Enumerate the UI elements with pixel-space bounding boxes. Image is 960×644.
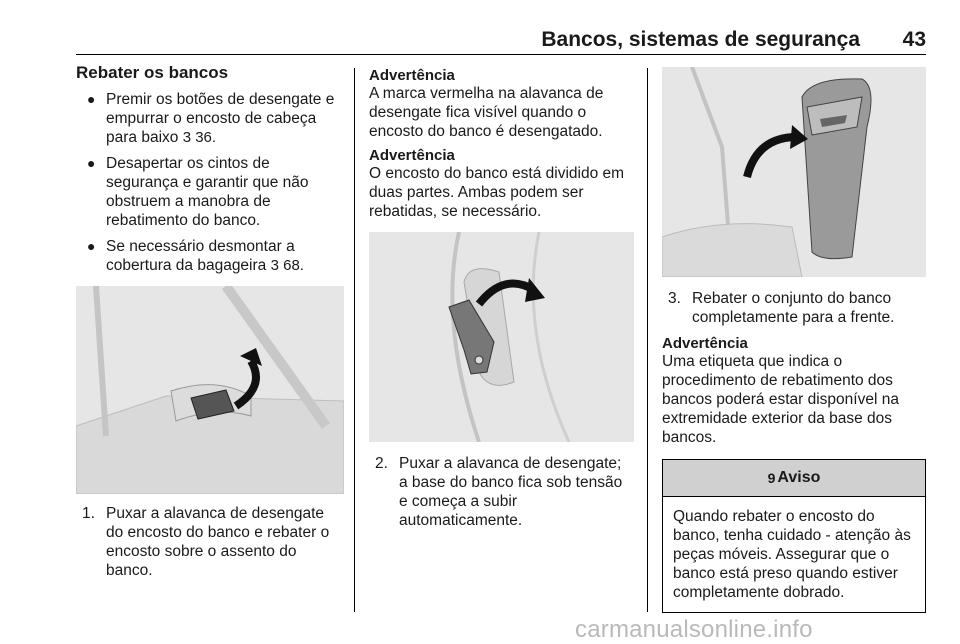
note xyxy=(369,147,634,221)
column-divider xyxy=(354,68,355,612)
seat-fold-drawing xyxy=(662,67,926,277)
warning-text: Quando rebater o encosto do banco, tenha cuidado - atenção às peças móveis. Assegurar que o banco está preso quando estiver completamente dobrado. xyxy=(673,508,911,601)
warning-header xyxy=(663,460,925,497)
note xyxy=(369,67,634,141)
note xyxy=(662,335,926,447)
section-title: Rebater os bancos xyxy=(76,63,229,82)
header-divider xyxy=(76,54,926,55)
warning-box xyxy=(662,459,926,613)
note-text: Uma etiqueta que indica o procedimento de rebatimento dos bancos poderá estar disponível na extremidade exterior da base dos bancos. xyxy=(662,353,899,446)
step-text: Rebater o conjunto do banco completamente para a frente. xyxy=(692,290,895,326)
column-2 xyxy=(369,67,634,530)
list-item xyxy=(76,237,344,275)
step-number: 3. xyxy=(668,290,681,307)
step-number: 1. xyxy=(82,505,95,522)
column-3 xyxy=(662,67,926,613)
bullet-text: Se necessário desmontar a cobertura da bagageira xyxy=(106,238,295,274)
note-text: O encosto do banco está dividido em duas partes. Ambas podem ser rebatidas, se necessário. xyxy=(369,165,625,220)
bullet-icon: ● xyxy=(87,91,96,107)
warning-title: Aviso xyxy=(777,469,821,486)
seat-release-illustration xyxy=(76,286,344,494)
column-divider xyxy=(647,68,648,612)
note-title: Advertência xyxy=(662,335,748,352)
note-text: A marca vermelha na alavanca de desengate fica visível quando o encosto do banco é desengatado. xyxy=(369,85,604,140)
bullet-text: Premir os botões de desengate e empurrar o encosto de cabeça para baixo xyxy=(106,91,335,146)
header-title: Bancos, sistemas de segurança xyxy=(541,28,860,51)
watermark: carmanualsonline.info xyxy=(575,616,813,643)
list-item xyxy=(76,90,344,147)
release-lever-illustration xyxy=(369,232,634,442)
step-1 xyxy=(76,504,344,580)
fold-seat-illustration xyxy=(662,67,926,277)
page-ref-link[interactable]: 3 68. xyxy=(270,257,304,274)
note-title: Advertência xyxy=(369,67,455,84)
page-number: 43 xyxy=(902,28,926,51)
bullet-icon: ● xyxy=(87,155,96,171)
step-2 xyxy=(369,454,634,530)
step-text: Puxar a alavanca de desengate do encosto do banco e rebater o encosto sobre o assento do banco. xyxy=(106,505,330,579)
note-title: Advertência xyxy=(369,147,455,164)
column-1 xyxy=(76,62,344,580)
bullet-text: Desapertar os cintos de segurança e garantir que não obstruem a manobra de rebatimento do banco. xyxy=(106,155,309,229)
bullet-icon: ● xyxy=(87,238,96,254)
step-number: 2. xyxy=(375,455,388,472)
bullet-list xyxy=(76,90,344,275)
release-lever-drawing xyxy=(369,232,634,442)
step-text: Puxar a alavanca de desengate; a base do banco fica sob tensão e começa a subir automaticamente. xyxy=(399,455,623,529)
page-ref-link[interactable]: 3 36. xyxy=(182,129,217,146)
warning-icon: 9 xyxy=(767,470,776,486)
seatback-lever-drawing xyxy=(76,286,344,494)
page-header xyxy=(76,28,926,54)
step-3 xyxy=(662,289,926,327)
list-item xyxy=(76,154,344,230)
